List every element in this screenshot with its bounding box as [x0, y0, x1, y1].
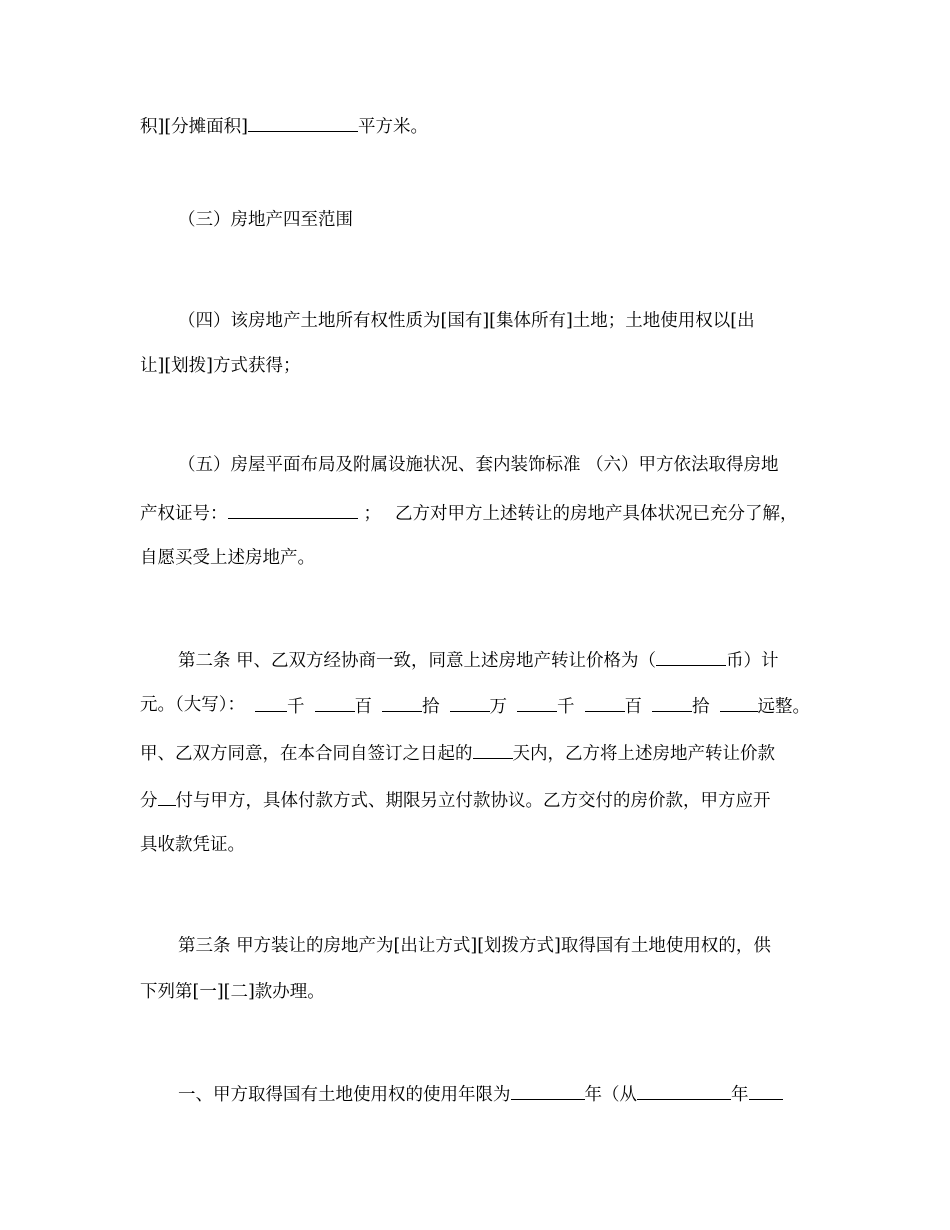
text-segment: 币）计 [726, 651, 779, 671]
text-segment: 天内，乙方将上述房地产转让价款 [512, 744, 775, 764]
unit-label: 拾 [692, 697, 710, 717]
fill-blank [473, 740, 513, 759]
fill-blank [517, 693, 557, 712]
unit-label: 千 [287, 697, 305, 717]
fill-blank [511, 1081, 585, 1100]
paragraph-line: （四）该房地产土地所有权性质为[国有][集体所有]土地；土地使用权以[出 [178, 311, 755, 331]
paragraph-line: 具收款凭证。 [140, 835, 245, 855]
paragraph-line: 第三条 甲方装让的房地产为[出让方式][划拨方式]取得国有土地使用权的，供 [178, 936, 771, 956]
paragraph-line [178, 647, 779, 673]
fill-blank [248, 113, 358, 132]
fill-blank [637, 1081, 731, 1100]
text-segment: 分 [140, 791, 158, 811]
paragraph-line: 自愿买受上述房地产。 [140, 548, 315, 568]
fill-blank [158, 787, 176, 806]
paragraph-line [140, 740, 775, 766]
paragraph-line [140, 113, 428, 139]
unit-label: 百 [624, 697, 642, 717]
text-segment: 积][分摊面积] [140, 117, 248, 137]
text-segment: 乙方对甲方上述转让的房地产具体状况已充分了解， [395, 504, 798, 524]
fill-blank [450, 693, 490, 712]
paragraph-line: （五）房屋平面布局及附属设施状况、套内装饰标准 （六）甲方依法取得房地 [178, 455, 779, 475]
text-segment: 一、甲方取得国有土地使用权的使用年限为 [178, 1085, 511, 1105]
text-segment: 甲、乙双方同意，在本合同自签订之日起的 [140, 744, 473, 764]
paragraph-line [140, 500, 798, 526]
unit-label: 远整。 [757, 697, 810, 717]
paragraph-line [178, 1081, 783, 1107]
fill-blank [228, 500, 358, 519]
unit-label: 千 [557, 697, 575, 717]
paragraph-line: 让][划拨]方式获得； [140, 356, 301, 376]
unit-label: 百 [354, 697, 372, 717]
fill-blank [255, 693, 287, 712]
fill-blank [749, 1081, 783, 1100]
text-segment: 年 [731, 1085, 749, 1105]
section-heading: （三）房地产四至范围 [178, 210, 353, 230]
fill-blank [652, 693, 692, 712]
text-segment: 平方米。 [357, 117, 428, 137]
amount-in-words-line [140, 693, 810, 719]
fill-blank [382, 693, 422, 712]
fill-blank [315, 693, 355, 712]
text-segment: 产权证号： [140, 504, 228, 524]
unit-label: 万 [489, 697, 507, 717]
fill-blank [656, 647, 726, 666]
fill-blank [720, 693, 758, 712]
text-segment: 第二条 甲、乙双方经协商一致，同意上述房地产转让价格为（ [178, 651, 657, 671]
paragraph-line: 下列第[一][二]款办理。 [140, 982, 325, 1002]
text-segment: ； [363, 504, 381, 524]
text-segment: 年（从 [584, 1085, 637, 1105]
text-segment: 付与甲方，具体付款方式、期限另立付款协议。乙方交付的房价款，甲方应开 [175, 791, 771, 811]
paragraph-line [140, 787, 771, 813]
fill-blank [585, 693, 625, 712]
unit-label: 拾 [422, 697, 440, 717]
text-segment: 元。（大写）： [140, 695, 245, 715]
